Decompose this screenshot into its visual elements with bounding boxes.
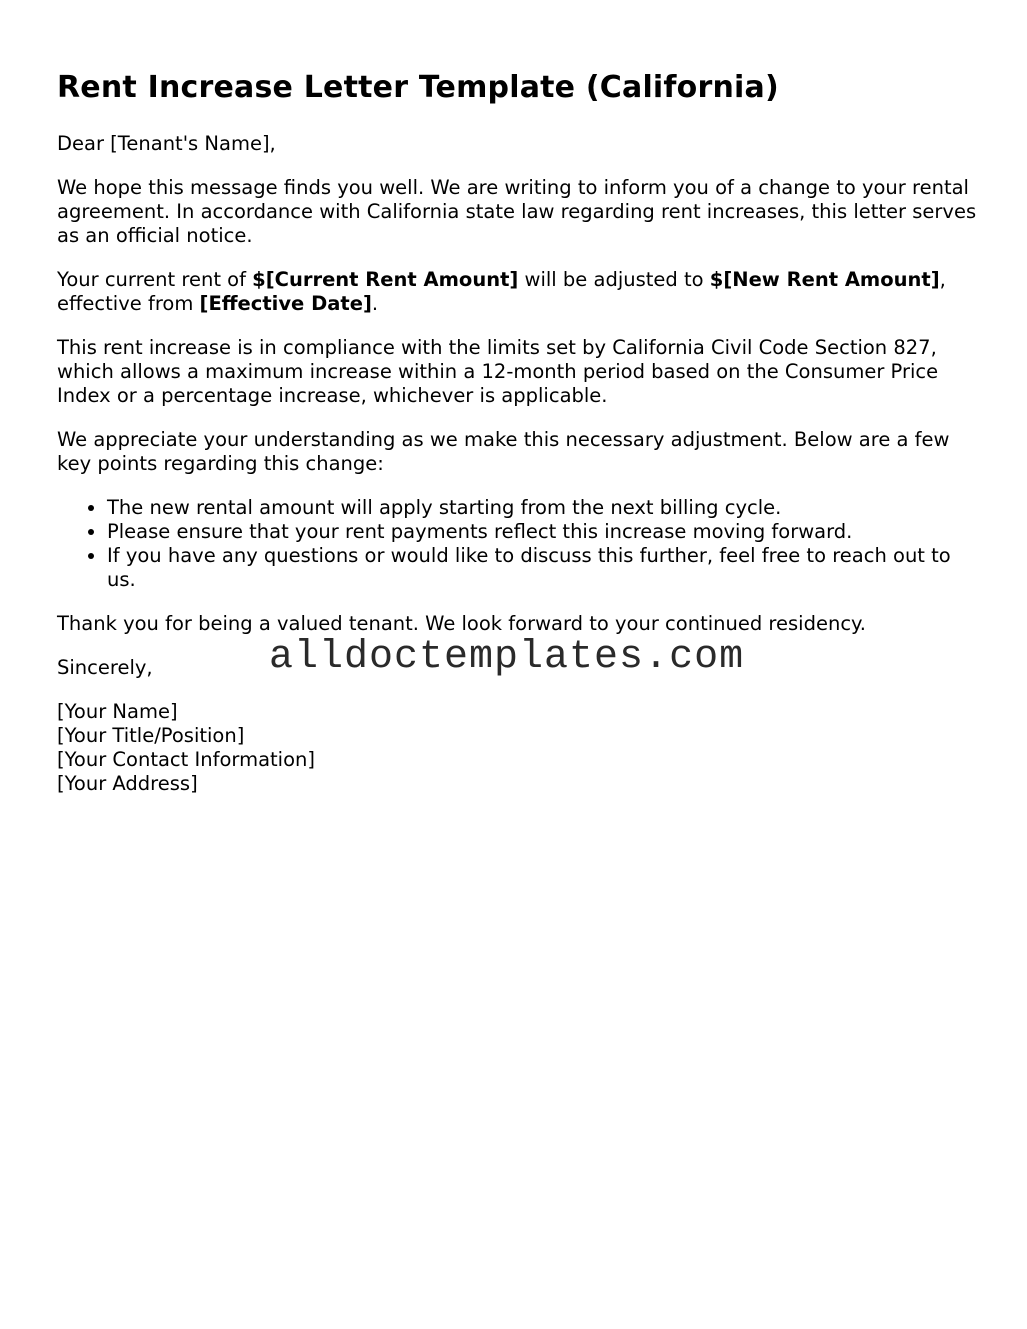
- rent-adjustment-paragraph: [57, 268, 977, 316]
- page-title: Rent Increase Letter Template (California): [57, 70, 779, 105]
- closing-paragraph: Thank you for being a valued tenant. We look forward to your continued residency.: [57, 612, 867, 635]
- effective-prefix: , effective from: [57, 268, 946, 315]
- rent-line-prefix: Your current rent of: [57, 268, 253, 291]
- rent-line-middle: will be adjusted to: [518, 268, 710, 291]
- watermark: alldoctemplates.com: [269, 635, 745, 680]
- letter-document: [57, 68, 977, 796]
- signature-title: [Your Title/Position]: [57, 724, 245, 747]
- list-item: • The new rental amount will apply starting from the next billing cycle.: [107, 496, 977, 520]
- current-rent-amount: $[Current Rent Amount]: [252, 268, 519, 291]
- compliance-paragraph: This rent increase is in compliance with the limits set by California Civil Code Section 827, which allows a maximum increase within a 12-month period based on the Consumer Price Index or a percentage increase, whichever is applicable.: [57, 336, 939, 407]
- sign-off: Sincerely,: [57, 656, 153, 679]
- list-item: • Please ensure that your rent payments reflect this increase moving forward.: [107, 520, 977, 544]
- appreciation-paragraph: We appreciate your understanding as we make this necessary adjustment. Below are a few key points regarding this change:: [57, 428, 950, 475]
- signature-block: [57, 700, 977, 796]
- salutation: Dear [Tenant's Name],: [57, 132, 276, 155]
- signature-contact: [Your Contact Information]: [57, 748, 315, 771]
- rent-line-suffix: .: [371, 292, 379, 315]
- signature-name: [Your Name]: [57, 700, 178, 723]
- signature-address: [Your Address]: [57, 772, 198, 795]
- new-rent-amount: $[New Rent Amount]: [709, 268, 940, 291]
- list-item: • If you have any questions or would like to discuss this further, feel free to reach out to us.: [107, 544, 977, 592]
- effective-date: [Effective Date]: [199, 292, 372, 315]
- key-points-list: [57, 496, 977, 592]
- sign-off-row: [57, 635, 977, 680]
- intro-paragraph: We hope this message finds you well. We are writing to inform you of a change to your rental agreement. In accordance with California state law regarding rent increases, this letter serves as an official notice.: [57, 176, 977, 247]
